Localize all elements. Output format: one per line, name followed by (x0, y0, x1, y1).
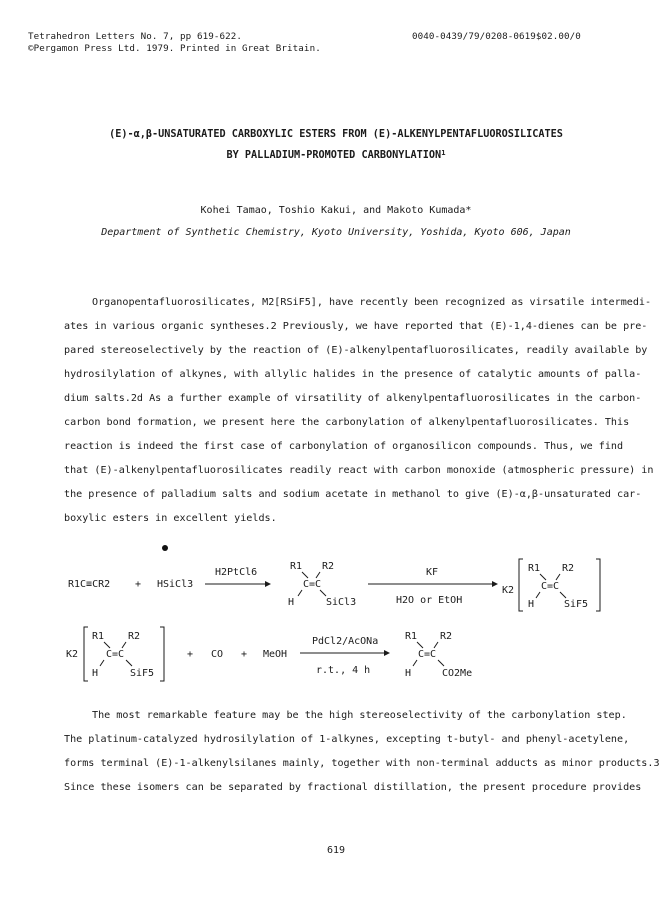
text-line: hydrosilylation of alkynes, with allylic halides in the presence of catalytic amounts of palla- (64, 369, 642, 380)
scheme1-pbond-b (556, 574, 560, 580)
text-line: Organopentafluorosilicates, M2[RSiF5], have recently been recognized as virsatile intermedi- (92, 297, 652, 308)
scheme2-prod-cc: C=C (418, 649, 437, 660)
text-line: the presence of palladium salts and sodium acetate in methanol to give (E)-α,β-unsaturated car- (64, 489, 642, 500)
scheme2-bracket-right (160, 627, 164, 681)
bullet-mark (162, 545, 168, 551)
journal-citation: Tetrahedron Letters No. 7, pp 619-622. (28, 31, 242, 42)
scheme2-pbond-c (413, 660, 417, 666)
scheme2-prod-r2: R2 (440, 631, 453, 642)
scheme2-pbond-d (438, 660, 444, 666)
scheme2-k2: K2 (66, 649, 79, 660)
scheme1-arrow1-head (265, 581, 271, 587)
title-footnote-ref: 1 (441, 147, 446, 157)
scheme1-product-r2: R2 (562, 563, 575, 574)
scheme1-inter-cc: C=C (303, 579, 322, 590)
text-line: boxylic esters in excellent yields. (64, 513, 277, 524)
text-line: that (E)-alkenylpentafluorosilicates readily react with carbon monoxide (atmospheric pressure) in (64, 465, 654, 476)
scheme1-product-r1: R1 (528, 563, 541, 574)
scheme2-r2: R2 (128, 631, 141, 642)
scheme2-plus2: + (241, 649, 248, 660)
scheme1-reagent1: H2PtCl6 (215, 567, 258, 578)
title-line2-text: BY PALLADIUM-PROMOTED CARBONYLATION (226, 150, 442, 161)
scheme1-bracket-left (519, 559, 523, 611)
scheme1-reagent2-bottom: H2O or EtOH (396, 595, 463, 606)
scheme2-h: H (92, 668, 99, 679)
scheme1-bracket-right (596, 559, 600, 611)
scheme2-prod-co2me: CO2Me (442, 668, 473, 679)
scheme2-bond-c (100, 660, 104, 666)
scheme1-inter-r2: R2 (322, 561, 335, 572)
scheme2-reagent-bottom: r.t., 4 h (316, 665, 371, 676)
reaction-scheme-2 (0, 623, 672, 685)
text-line: The platinum-catalyzed hydrosilylation of 1-alkynes, excepting t-butyl- and phenyl-acetylene, (64, 734, 630, 745)
article-title-line2 (0, 147, 672, 161)
scheme1-bond-c (298, 590, 302, 596)
text-line: ates in various organic syntheses.2 Previously, we have reported that (E)-1,4-dienes can be pre- (64, 321, 648, 332)
scheme1-pbond-a (540, 574, 546, 580)
author-list: Kohei Tamao, Toshio Kakui, and Makoto Kumada* (200, 205, 472, 216)
reaction-scheme-1 (0, 555, 672, 615)
text-line: pared stereoselectively by the reaction of (E)-alkenylpentafluorosilicates, readily available by (64, 345, 648, 356)
scheme2-pbond-a (417, 642, 423, 648)
scheme2-bond-b (122, 642, 126, 648)
article-title-line1: (E)-α,β-UNSATURATED CARBOXYLIC ESTERS FROM (E)-ALKENYLPENTAFLUOROSILICATES (109, 129, 563, 140)
copyright-line: ©Pergamon Press Ltd. 1979. Printed in Great Britain. (28, 43, 321, 54)
text-line: reaction is indeed the first case of carbonylation of organosilicon compounds. Thus, we find (64, 441, 624, 452)
scheme2-meoh: MeOH (263, 649, 288, 660)
scheme2-bracket-left (84, 627, 88, 681)
scheme1-bond-d (320, 590, 326, 596)
text-line: Since these isomers can be separated by fractional distillation, the present procedure provides (64, 782, 642, 793)
scheme2-r1: R1 (92, 631, 105, 642)
scheme2-prod-r1: R1 (405, 631, 418, 642)
scheme1-reagent2-top: KF (426, 567, 439, 578)
scheme2-si: SiF5 (130, 668, 155, 679)
text-line: The most remarkable feature may be the high stereoselectivity of the carbonylation step. (92, 710, 627, 721)
page-number: 619 (326, 845, 346, 856)
scheme2-pbond-b (434, 642, 438, 648)
text-line: carbon bond formation, we present here the carbonylation of alkenylpentafluorosilicates. This (64, 417, 630, 428)
scheme1-inter-r1: R1 (290, 561, 303, 572)
scheme1-reactant1: R1C≡CR2 (68, 579, 111, 590)
scheme2-plus1: + (187, 649, 194, 660)
scheme1-bond-b (316, 572, 320, 578)
scheme2-bond-d (126, 660, 132, 666)
scheme2-co: CO (211, 649, 224, 660)
affiliation: Department of Synthetic Chemistry, Kyoto University, Yoshida, Kyoto 606, Japan (101, 227, 571, 238)
scheme2-prod-h: H (405, 668, 412, 679)
scheme2-reagent-top: PdCl2/AcONa (312, 636, 379, 647)
scheme1-product-cc: C=C (541, 581, 560, 592)
scheme2-cc: C=C (106, 649, 125, 660)
scheme1-arrow2-head (492, 581, 498, 587)
scheme2-arrow-head (384, 650, 390, 656)
scheme1-pbond-c (536, 592, 540, 598)
text-line: forms terminal (E)-1-alkenylsilanes mainly, together with non-terminal adducts as minor products.3 (64, 758, 660, 769)
scheme1-product-si: SiF5 (564, 599, 589, 610)
scheme1-product-h: H (528, 599, 535, 610)
scheme2-bond-a (104, 642, 110, 648)
text-line: dium salts.2d As a further example of virsatility of alkenylpentafluorosilicates in the carbon- (64, 393, 642, 404)
scheme1-product-k2: K2 (502, 585, 515, 596)
article-code: 0040-0439/79/0208-0619$02.00/0 (412, 31, 581, 42)
scheme1-inter-h: H (288, 597, 295, 608)
scheme1-reactant2: HSiCl3 (157, 579, 194, 590)
scheme1-bond-a (302, 572, 308, 578)
scheme1-plus: + (135, 579, 142, 590)
scheme1-inter-si: SiCl3 (326, 597, 357, 608)
scheme1-pbond-d (560, 592, 566, 598)
